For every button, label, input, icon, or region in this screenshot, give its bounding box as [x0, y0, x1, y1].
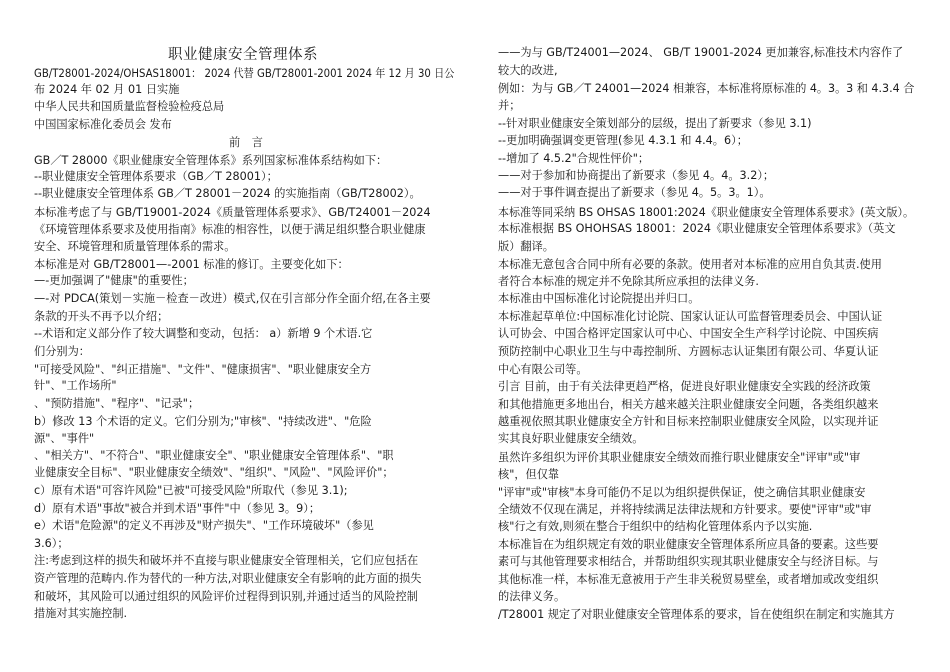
- left-line-30: 资产管理的范畴内.作为替代的一种方法,对职业健康安全有影响的此方面的损失: [34, 572, 422, 585]
- right-line-25: 核"，但仅靠: [498, 468, 560, 481]
- left-line-10: 《环境管理体系要求及使用指南》标准的相容性，以便于满足组织整合职业健康: [34, 223, 426, 236]
- right-line-2: 较大的改进,: [498, 64, 558, 77]
- right-line-26: "评审"或"审核"本身可能仍不足以为组织提供保证，使之确信其职业健康安: [498, 486, 866, 499]
- right-line-28: 核"行之有效,则须在整合于组织中的结构化管理体系内予以实施.: [498, 520, 813, 533]
- left-line-14: —-对 PDCA(策划－实施－检查－改进）模式,仅在引言部分作全面介绍,在各主要: [34, 292, 431, 305]
- left-line-22: 源"、"事件": [34, 432, 95, 445]
- right-line-6: --更加明确强调变更管理(参见 4.3.1 和 4.4。6）；: [498, 134, 748, 147]
- right-line-23: 实其良好职业健康安全绩效。: [498, 432, 644, 445]
- left-line-28: 3.6）；: [34, 537, 69, 550]
- right-line-16: 本标准起草单位:中国标准化讨论院、国家认证认可监督管理委员会、中国认证: [498, 310, 883, 323]
- right-line-11: 本标准根据 BS OHOHSAS 18001：2024《职业健康安全管理体系要求》（英文: [498, 222, 896, 235]
- left-line-31: 和破坏，其风险可以通过组织的风险评价过程得到识别,并通过适当的风险控制: [34, 590, 418, 603]
- right-line-8: ——对于参加和协商提出了新要求（参见 4。4。3.2）；: [498, 169, 775, 182]
- left-line-6: GB／T 28000《职业健康安全管理体系》系列国家标准体系结构如下：: [34, 154, 388, 167]
- right-line-14: 者符合本标准的规定并不免除其所应承担的法律义务.: [498, 275, 759, 288]
- left-line-7: --职业健康安全管理体系要求（GB／T 28001）；: [34, 170, 278, 183]
- left-line-24: 业健康安全目标"、"职业健康安全绩效"、"组织"、"风险"、"风险评价"；: [34, 466, 394, 479]
- right-line-13: 本标准无意包含合同中所有必要的条款。使用者对本标准的应用自负其责.使用: [498, 258, 882, 271]
- left-line-3: 中华人民共和国质量监督检验检疫总局: [34, 100, 225, 113]
- right-line-31: 其他标准一样，本标准无意被用于产生非关税贸易壁垒，或者增加或改变组织: [498, 573, 879, 586]
- left-line-2: 布 2024 年 02 月 01 日实施: [34, 83, 180, 96]
- right-line-3: 例如：为与 GB／T 24001—2024 相兼容，本标准将原标准的 4。3。3 和 4.3.4 合: [498, 82, 915, 95]
- right-line-7: --增加了 4.5.2"合规性怦价"；: [498, 152, 650, 165]
- right-line-22: 越重视依照其职业健康安全方针和目标来控制职业健康安全风险，以实现并证: [498, 415, 879, 428]
- right-line-18: 预防控制中心职业卫生与中毒控制所、方圆标志认证集团有限公司、华夏认证: [498, 345, 879, 358]
- right-line-1: ——为与 GB/T24001—2024、 GB/T 19001-2024 更加兼容,标准技术内容作了: [498, 46, 904, 59]
- right-line-21: 和其他措施更多地出台，相关方越来越关注职业健康安全问题，各类组织越来: [498, 398, 879, 411]
- right-line-33: /T28001 规定了对职业健康安全管理体系的要求，旨在使组织在制定和实施其方: [498, 608, 895, 621]
- right-line-24: 虽然许多组织为评价其职业健康安全绩效而推行职业健康安全"评审"或"审: [498, 451, 861, 464]
- left-line-12: 本标准是对 GB/T28001—-2001 标准的修订。主要变化如下：: [34, 258, 349, 271]
- left-line-19: 针"、"工作场所": [34, 379, 117, 392]
- left-line-27: e）术语"危险源"的定义不再涉及"财产损失"、"工作环境破坏"（参见: [34, 519, 374, 532]
- right-line-5: --针对职业健康安全策划部分的层级，提出了新要求（参见 3.1): [498, 117, 812, 130]
- right-line-17: 认可协会、中国合格评定国家认可中心、中国安全生产科学讨论院、中国疾病: [498, 327, 879, 340]
- right-line-32: 的法律义务。: [498, 590, 566, 603]
- left-line-15: 条款的开头不再予以介绍；: [34, 310, 169, 323]
- left-line-20: 、"预防措施"、"程序"、"记录"；: [34, 397, 200, 410]
- right-line-19: 中心有限公司等。: [498, 363, 588, 376]
- right-line-27: 全绩效不仅现在满足，并将持续满足法律法规和方针要求。要使"评审"或"审: [498, 503, 872, 516]
- right-line-30: 素可与其他管理要求相结合，并帮助组织实现其职业健康安全与经济目标。与: [498, 555, 879, 568]
- left-line-1: GB/T28001-2024/OHSAS18001： 2024 代替 GB/T28001-2001 2024 年 12 月 30 日公: [34, 67, 455, 80]
- preface-heading: 前 言: [229, 136, 267, 149]
- left-line-17: 们分别为：: [34, 345, 90, 358]
- right-line-29: 本标准旨在为组织规定有效的职业健康安全管理体系所应具备的要素。这些要: [498, 538, 879, 551]
- left-line-18: "可接受风险"、"纠正措施"、"文件"、"健康损害"、"职业健康安全方: [34, 363, 372, 376]
- left-line-21: b）修改 13 个术语的定义。它们分别为;"审核"、"持续改进"、"危险: [34, 415, 372, 428]
- right-line-9: ——对于事件调查提出了新要求（参见 4。5。3。1）。: [498, 186, 771, 199]
- document-title: 职业健康安全管理体系: [168, 47, 318, 63]
- right-line-12: 版）翻译。: [498, 240, 554, 253]
- left-line-23: 、"相关方"、"不符合"、"职业健康安全"、"职业健康安全管理体系"、"职: [34, 449, 394, 462]
- left-line-29: 注:考虑到这样的损失和破坏并不直接与职业健康安全管理相关，它们应包括在: [34, 554, 419, 567]
- left-line-16: --术语和定义部分作了较大调整和变动，包括： a）新增 9 个术语.它: [34, 327, 373, 340]
- left-line-8: --职业健康安全管理体系 GB／T 28001－2024 的实施指南（GB/T28002）。: [34, 187, 421, 200]
- left-line-25: c）原有术语"可容许风险"已被"可接受风险"所取代（参见 3.1);: [34, 484, 348, 497]
- right-line-10: 本标准等同采纳 BS OHSAS 18001:2024《职业健康安全管理体系要求》(英文版）。: [498, 206, 915, 219]
- right-line-4: 并；: [498, 99, 521, 112]
- left-line-32: 措施对其实施控制.: [34, 607, 128, 620]
- right-line-20: 引言 目前，由于有关法律更趋严格，促进良好职业健康安全实践的经济政策: [498, 380, 871, 393]
- left-line-11: 安全、环境管理和质量管理体系的需求。: [34, 240, 236, 253]
- left-line-4: 中国国家标准化委员会 发布: [34, 118, 172, 131]
- right-line-15: 本标准由中国标准化讨论院提出并归口。: [498, 292, 700, 305]
- left-line-9: 本标准考虑了与 GB/T19001-2024《质量管理体系要求》、GB/T24001－2024: [34, 206, 431, 219]
- left-line-13: —-更加强调了"健康"的重要性；: [34, 274, 194, 287]
- left-line-26: d）原有术语"事故"被合并到术语"事件"中（参见 3。9）；: [34, 502, 321, 515]
